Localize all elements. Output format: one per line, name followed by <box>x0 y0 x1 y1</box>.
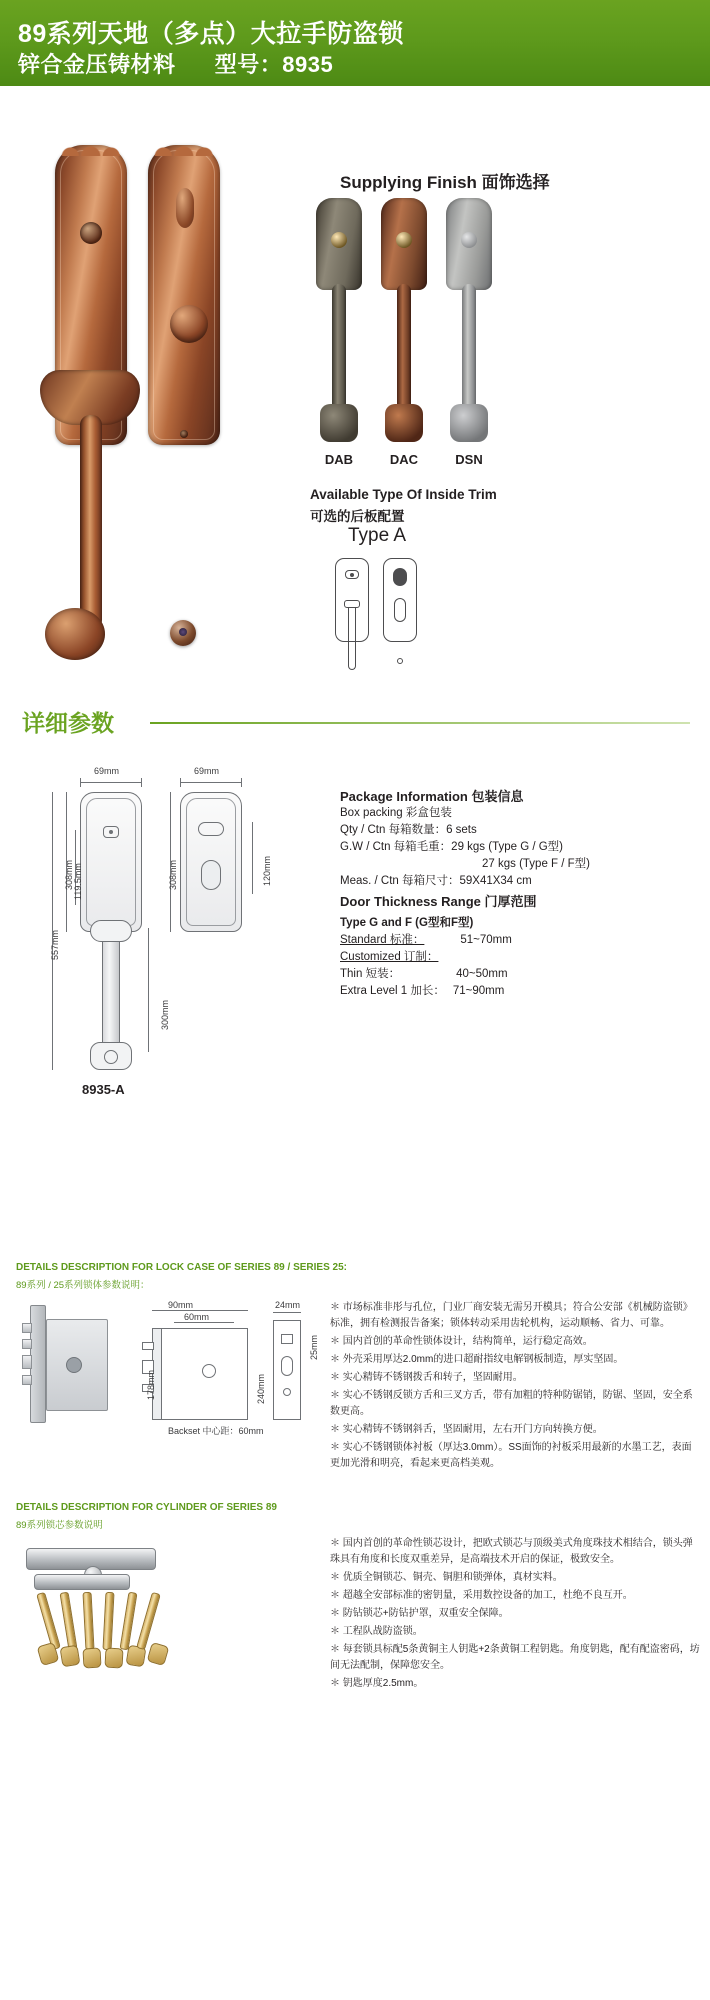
lockcase-dim-60: 60mm <box>184 1312 210 1322</box>
header-subtitle-row <box>18 48 333 79</box>
grip-stem-outline <box>102 928 120 1048</box>
door-row-2-label: Thin 短装： <box>340 968 401 980</box>
package-line-3: 27 kgs (Type F / F型) <box>482 858 590 870</box>
lockcase-hub <box>66 1357 82 1373</box>
inside-trim-heading-en: Available Type Of Inside Trim <box>310 487 497 502</box>
door-row-0-label: Standard 标准： <box>340 934 425 946</box>
header-material: 锌合金压铸材料 <box>18 52 176 77</box>
dim-total-height: 557mm <box>50 929 60 960</box>
dsn-label: DSN <box>455 452 483 467</box>
lockcase-dim-line-90 <box>152 1310 248 1311</box>
dim-tick-d <box>241 778 242 787</box>
package-heading: Package Information 包装信息 <box>340 789 524 804</box>
dim-tick-b <box>141 778 142 787</box>
dsn-grip <box>462 284 476 412</box>
lockcase-schem-body <box>152 1328 248 1420</box>
thumbturn <box>176 188 194 228</box>
door-row-3-value: 71~90mm <box>452 985 505 997</box>
dim-back-height: 308mm <box>168 859 178 890</box>
grip-lower-rose-dot <box>104 1050 118 1064</box>
trim-a-knob-hole <box>394 598 406 622</box>
trim-a-keyhole-dot <box>350 573 354 577</box>
package-info-block <box>340 788 690 890</box>
drawing-model-label: 8935-A <box>82 1082 125 1097</box>
dim-line-width-back <box>180 782 242 783</box>
lockcase-side-dim-line <box>273 1312 301 1313</box>
dab-label: DAB <box>324 452 354 467</box>
lockcase-bullet-0: ＊ 市场标准非彤与孔位，门业厂商安装无需另开模具；符合公安部《机械防盗锁》标准，拥有检测报告备案；锁体转动采用齿轮机构，运动顺畅、省力、可靠。 <box>330 1302 693 1329</box>
lockcase-schematic-front <box>140 1300 266 1436</box>
inside-trim-type-label: Type A <box>348 525 407 546</box>
lockcase-schem-hub <box>202 1364 216 1378</box>
lockcase-side-hole-c <box>283 1388 291 1396</box>
lockcase-side-hole-a <box>281 1334 293 1344</box>
lockcase-faceplate <box>30 1305 46 1423</box>
door-row-0-value: 51~70mm <box>460 934 512 946</box>
params-section-title: 详细参数 <box>22 710 114 736</box>
package-line-0: Box packing 彩盒包装 <box>340 807 452 819</box>
key-bow-4 <box>104 1648 123 1669</box>
dab-grip <box>332 284 346 412</box>
cylinder-bullet-0: ＊ 国内首创的革命性锁芯设计，把欧式锁芯与顶级美式角度珠技术相结合，锁头弹珠具有角度和长度双重差异，是高端技术开启的保证，极致安全。 <box>330 1538 693 1565</box>
lockcase-bolt-3 <box>22 1355 32 1369</box>
lockcase-dim-24: 24mm <box>275 1300 301 1310</box>
dac-label: DAC <box>389 452 419 467</box>
door-thickness-block <box>340 893 690 1000</box>
lockcase-dim-25: 25mm <box>309 1334 319 1360</box>
key-2 <box>60 1592 78 1651</box>
lockcase-side-hole-b <box>281 1356 293 1376</box>
key-bow-3 <box>82 1648 101 1669</box>
back-thumbturn-outline <box>198 822 224 836</box>
finish-heading: Supplying Finish 面饰选择 <box>340 173 550 192</box>
dac-cylinder <box>396 232 412 248</box>
lockcase-bolt-1 <box>22 1323 32 1333</box>
backset-value: 60mm <box>238 1426 264 1436</box>
lockcase-bullet-list <box>330 1300 700 1474</box>
trim-a-screw-hole <box>397 658 403 664</box>
lockcase-schem-bolt-a <box>142 1342 154 1350</box>
dim-tick-a <box>80 778 81 787</box>
handle-grip <box>80 415 102 630</box>
key-6 <box>136 1592 161 1650</box>
backset-label: Backset 中心距： <box>168 1426 239 1436</box>
dab-foot <box>320 404 358 442</box>
cylinder-bullet-6: ＊ 钥匙厚度2.5mm。 <box>330 1678 424 1689</box>
peephole <box>170 620 196 646</box>
dim-front-height: 308mm <box>64 859 74 890</box>
key-5 <box>120 1592 138 1651</box>
dim-line-300 <box>148 928 149 1052</box>
inside-knob <box>170 305 208 343</box>
handle-lower-rose <box>45 608 105 660</box>
lockcase-bullet-4: ＊ 实心不锈钢反锁方舌和三叉方舌，带有加粗的特种防锯销，防锯、坚固，安全系数更高。 <box>330 1390 693 1417</box>
package-line-1: Qty / Ctn 每箱数量：6 sets <box>340 824 477 836</box>
cylinder-bullet-1: ＊ 优质全铜锁芯、铜壳、铜胆和锁弹体，真材实料。 <box>330 1572 563 1583</box>
dim-tick-c <box>180 778 181 787</box>
back-screw <box>180 430 188 438</box>
door-row-2-value: 40~50mm <box>456 968 508 980</box>
key-bow-2 <box>60 1645 81 1668</box>
lockcase-schematic-side <box>265 1300 325 1430</box>
back-plate-scallop-top <box>154 138 214 156</box>
dim-front-width: 69mm <box>94 766 120 776</box>
inside-trim-heading-cn: 可选的后板配置 <box>310 509 405 524</box>
front-cyl-dot <box>109 830 113 834</box>
trim-a-lever-base <box>344 600 360 608</box>
lockcase-title-en: DETAILS DESCRIPTION FOR LOCK CASE OF SERIES 89 / SERIES 25: <box>16 1262 347 1273</box>
dim-back-width: 69mm <box>194 766 220 776</box>
lockcase-title-cn: 89系列 / 25系列锁体参数说明： <box>16 1280 150 1291</box>
cylinder-title-cn: 89系列锁芯参数说明 <box>16 1520 103 1531</box>
finish-swatch-dsn <box>440 198 498 467</box>
door-thickness-heading: Door Thickness Range 门厚范围 <box>340 894 537 909</box>
cylinder-title-en: DETAILS DESCRIPTION FOR CYLINDER OF SERIES 89 <box>16 1502 277 1513</box>
front-cylinder <box>80 222 102 244</box>
key-4 <box>102 1592 114 1650</box>
cylinder-bullet-5: ＊ 每套锁具标配5条黄铜主人钥匙+2条黄铜工程钥匙。角度钥匙，配有配盗密码，坊间无法配制，保障您安全。 <box>330 1644 700 1671</box>
dsn-foot <box>450 404 488 442</box>
lockcase-dim-90: 90mm <box>168 1300 194 1310</box>
key-1 <box>36 1592 61 1650</box>
trim-a-lever-handle <box>348 608 356 670</box>
finish-swatch-dab <box>310 198 368 467</box>
dim-back-inner: 120mm <box>262 855 272 886</box>
cylinder-photo <box>26 1540 296 1660</box>
lockcase-photo <box>22 1305 132 1425</box>
dac-grip <box>397 284 411 412</box>
header-model: 型号：8935 <box>214 52 334 77</box>
lockcase-bolt-2 <box>22 1339 32 1349</box>
door-type-label: Type G and F (G型和F型) <box>340 917 474 929</box>
lockcase-backset-row <box>168 1424 264 1437</box>
dsn-cylinder <box>461 232 477 248</box>
key-bow-6 <box>147 1642 170 1666</box>
header-title: 89系列天地（多点）大拉手防盗锁 <box>18 20 404 48</box>
dab-cylinder <box>331 232 347 248</box>
door-row-1-label: Customized 订制： <box>340 951 439 963</box>
front-plate-inner-outline <box>86 798 136 926</box>
package-line-4: Meas. / Ctn 每箱尺寸：59X41X34 cm <box>340 875 532 887</box>
lockcase-bolt-4 <box>22 1375 32 1385</box>
dim-grip-length: 300mm <box>160 999 170 1030</box>
lockcase-bullet-1: ＊ 国内首创的革命性锁体设计，结构简单，运行稳定高效。 <box>330 1336 593 1347</box>
lockcase-dim-178: 178mm <box>146 1369 156 1400</box>
door-row-3-label: Extra Level 1 加长： <box>340 985 445 997</box>
lockcase-bullet-5: ＊ 实心精铸不锈钢斜舌，坚固耐用，左右开门方向转换方便。 <box>330 1424 603 1435</box>
trim-a-keyway <box>393 568 407 586</box>
cylinder-bullet-2: ＊ 超越全安部标准的密钥量，采用数控设备的加工，杜绝不良互开。 <box>330 1590 633 1601</box>
dim-front-inner: 119.5mm <box>73 863 83 900</box>
lockcase-dim-line-60 <box>174 1322 234 1323</box>
finish-swatch-dac <box>375 198 433 467</box>
params-section-rule <box>150 722 690 724</box>
lockcase-bullet-2: ＊ 外壳采用厚达2.0mm的进口超耐指纹电解钢板制造，厚实坚固。 <box>330 1354 624 1365</box>
cylinder-bullet-list <box>330 1536 700 1694</box>
package-line-2: G.W / Ctn 每箱毛重：29 kgs (Type G / G型) <box>340 841 564 853</box>
dac-foot <box>385 404 423 442</box>
key-3 <box>82 1592 94 1650</box>
cylinder-body-2 <box>34 1574 130 1590</box>
cylinder-bullet-3: ＊ 防钻锁芯+防钻护罩，双重安全保障。 <box>330 1608 509 1619</box>
dim-line-back-120 <box>252 822 253 894</box>
plate-scallop-top <box>61 138 121 156</box>
page-header <box>0 0 710 86</box>
back-knob-outline <box>201 860 221 890</box>
lockcase-dim-240: 240mm <box>256 1373 266 1404</box>
lockcase-bullet-3: ＊ 实心精铸不锈钢拨舌和转子，坚固耐用。 <box>330 1372 523 1383</box>
cylinder-bullet-4: ＊ 工程队战防盗锁。 <box>330 1626 423 1637</box>
grip-upper-collar <box>90 920 132 942</box>
dim-line-width-front <box>80 782 142 783</box>
lockcase-bullet-6: ＊ 实心不锈钢锁体衬板（厚达3.0mm）。SS面饰的衬板采用最新的水墨工艺，表面更加光滑和明亮，看起来更高档美观。 <box>330 1442 692 1469</box>
